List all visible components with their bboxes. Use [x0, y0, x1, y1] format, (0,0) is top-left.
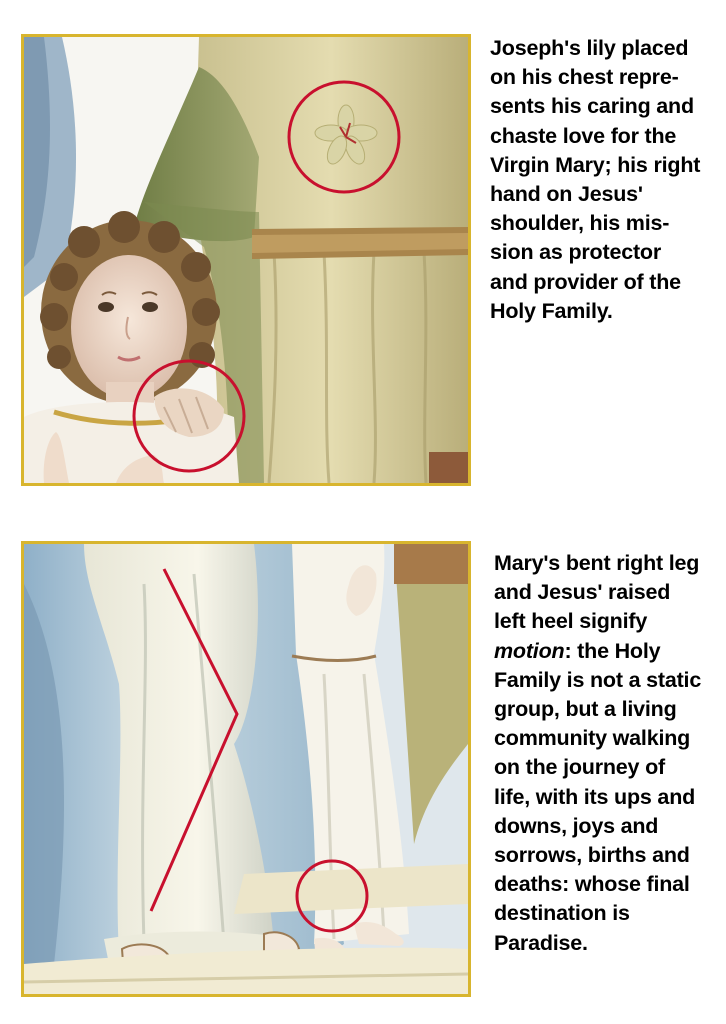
caption-line: and provider of the [490, 269, 681, 294]
photo-joseph-and-jesus [21, 34, 471, 486]
caption-line: sorrows, births and [494, 843, 690, 868]
photo-mary-and-jesus-legs [21, 541, 471, 997]
caption-line: hand on Jesus' [490, 182, 643, 207]
caption-line-with-emphasis [494, 637, 722, 666]
statue-photo-bottom [24, 544, 468, 994]
caption-line: downs, joys and [494, 813, 659, 838]
caption-line: Family is not a static [494, 667, 702, 692]
statue-photo-top [24, 37, 468, 483]
caption-line: chaste love for the [490, 123, 677, 148]
caption-line: life, with its ups and [494, 784, 696, 809]
caption-line: community walking [494, 726, 691, 751]
caption-joseph [490, 34, 720, 326]
caption-line: Joseph's lily placed [490, 36, 689, 60]
caption-line: Virgin Mary; his right [490, 152, 701, 177]
caption-line: Mary's bent right leg [494, 551, 700, 575]
caption-line: on his chest repre- [490, 65, 679, 90]
caption-line: destination is [494, 901, 630, 926]
caption-text: : the Holy [564, 638, 661, 663]
caption-line: group, but a living [494, 697, 677, 722]
caption-line: left heel signify [494, 609, 648, 634]
caption-line: sents his caring and [490, 94, 694, 119]
caption-line: and Jesus' raised [494, 580, 671, 605]
emphasized-word: motion [494, 638, 565, 663]
caption-line: shoulder, his mis- [490, 211, 670, 236]
caption-line: deaths: whose final [494, 872, 690, 897]
caption-mary [494, 549, 722, 958]
caption-line: Paradise. [494, 930, 588, 955]
caption-line: on the journey of [494, 755, 665, 780]
caption-line: Holy Family. [490, 298, 613, 323]
caption-line: sion as protector [490, 240, 662, 265]
